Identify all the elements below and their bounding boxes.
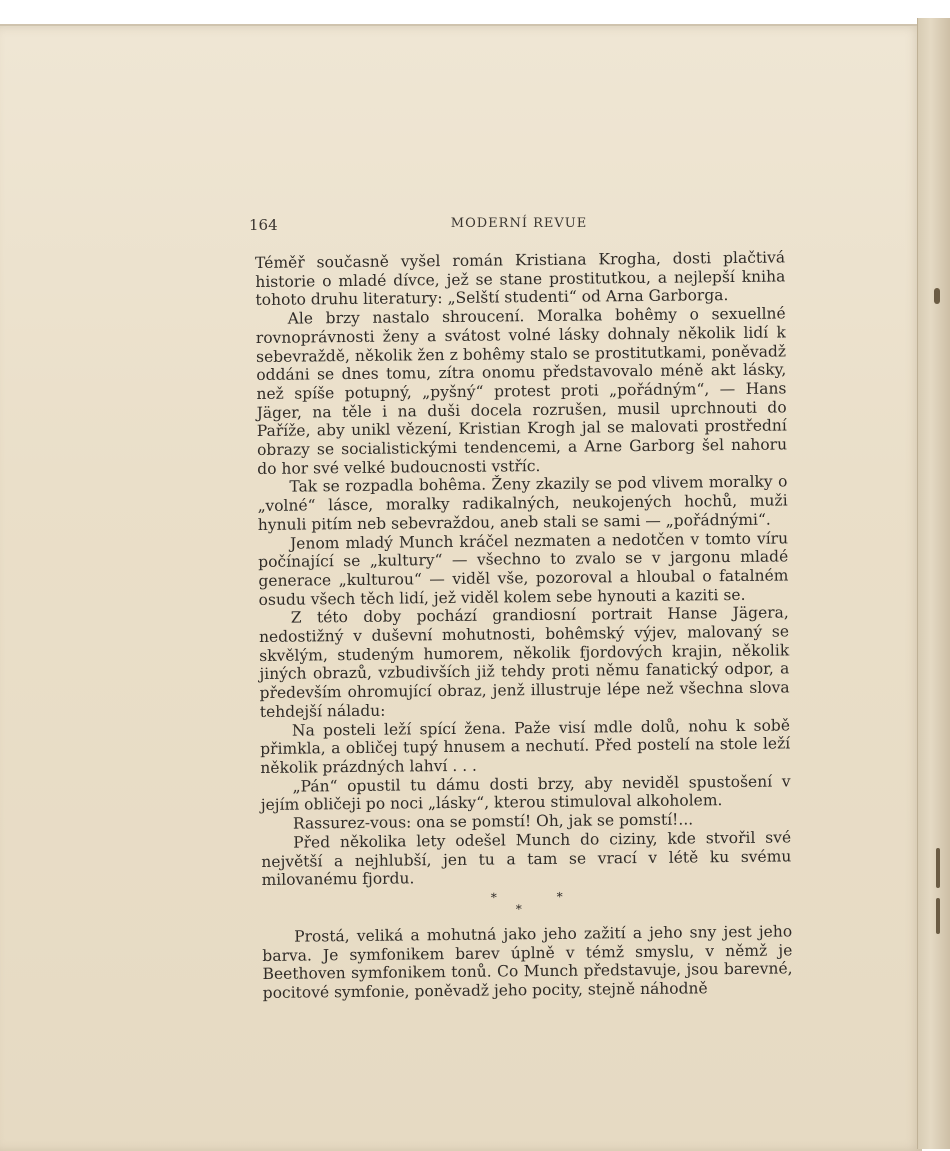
running-title: MODERNÍ REVUE xyxy=(450,216,588,231)
binding-mark xyxy=(934,288,940,304)
paragraph: Před několika lety odešel Munch do ciziny, kde stvořil své největší a nejhlubší, jen tu a tam se vrací v létě ku svému milovanému fjordu. xyxy=(261,828,792,890)
section-break-star: * xyxy=(515,902,522,917)
scan-background xyxy=(0,0,950,26)
page-number: 164 xyxy=(249,216,278,234)
paragraph: Jenom mladý Munch kráčel nezmaten a nedotčen v tomto víru počínající se „kultury“ — všechno to zvalo se v jargonu mladé generace „kulturou“ — viděl vše, pozoroval a hloubal o fatalném osudu všech těch lidí, jež viděl kolem sebe hynouti a kaziti se. xyxy=(258,528,789,609)
page-edge xyxy=(917,18,950,1149)
section-break-star: * xyxy=(556,889,563,904)
paragraph: Prostá, veliká a mohutná jako jeho zažití a jeho sny jest jeho barva. Je symfonikem barev úplně v témž smyslu, v němž je Beethoven symfonikem tonů. Co Munch představuje, jsou barevné, pocitové symfonie, poněvadž jeho pocity, stejně náhodně xyxy=(262,922,793,1002)
paragraph: Ale brzy nastalo shroucení. Moralka bohêmy o sexuellné rovnoprávnosti ženy a svátost volné lásky dohnaly několik lidí k sebevraždě, několik žen z bohêmy stalo se prostitutkami, poněvadž oddáni se dnes tomu, zítra onomu představovalo méně akt lásky, než spíše potupný, „pyšný“ protest proti „pořádným“, — Hans Jäger, na těle i na duši docela rozrušen, musil uprchnouti do Paříže, aby unikl vězení, Kristian Krogh jal se malovati prostřední obrazy se socialistickými tendencemi, a Arne Garborg šel nahoru do hor své velké budoucnosti vstříc. xyxy=(255,304,788,478)
binding-mark xyxy=(936,848,940,888)
paragraph: Tak se rozpadla bohêma. Ženy zkazily se pod vlivem moralky o „volné“ lásce, moralky radikalných, neukojených hochů, muži hynuli pitím neb sebevraždou, aneb stali se sami — „pořádnými“. xyxy=(257,472,788,534)
paragraph: Rassurez-vous: ona se pomstí! Oh, jak se pomstí!... xyxy=(292,810,694,833)
page-header xyxy=(249,216,789,236)
body-text xyxy=(255,248,793,1002)
binding-mark xyxy=(936,898,940,934)
section-break xyxy=(262,884,792,928)
paragraph: „Pán“ opustil tu dámu dosti brzy, aby neviděl spustošení v jejím obličeji po noci „lásky“, kterou stimuloval alkoholem. xyxy=(260,772,791,815)
paragraph: Z této doby pochází grandiosní portrait Hanse Jägera, nedostižný v duševní mohutnosti, bohêmský výjev, malovaný se skvělým, studeným humorem, několik fjordových krajin, několik jiných obrazů, vzbudivších již tehdy proti němu fanatický odpor, a především ohromující obraz, jenž illustruje lépe než všechna slova tehdejší náladu: xyxy=(258,603,790,721)
section-break-star: * xyxy=(490,890,497,905)
paragraph: Téměř současně vyšel román Kristiana Krogha, dosti plačtivá historie o mladé dívce, jež se stane prostitutkou, a nejlepší kniha tohoto druhu literatury: „Selští studenti“ od Arna Garborga. xyxy=(255,248,786,310)
paragraph: Na posteli leží spící žena. Paže visí mdle dolů, nohu k sobě přimkla, a obličej tupý hnusem a nechutí. Před postelí na stole leží několik prázdných lahví . . . xyxy=(260,716,791,777)
